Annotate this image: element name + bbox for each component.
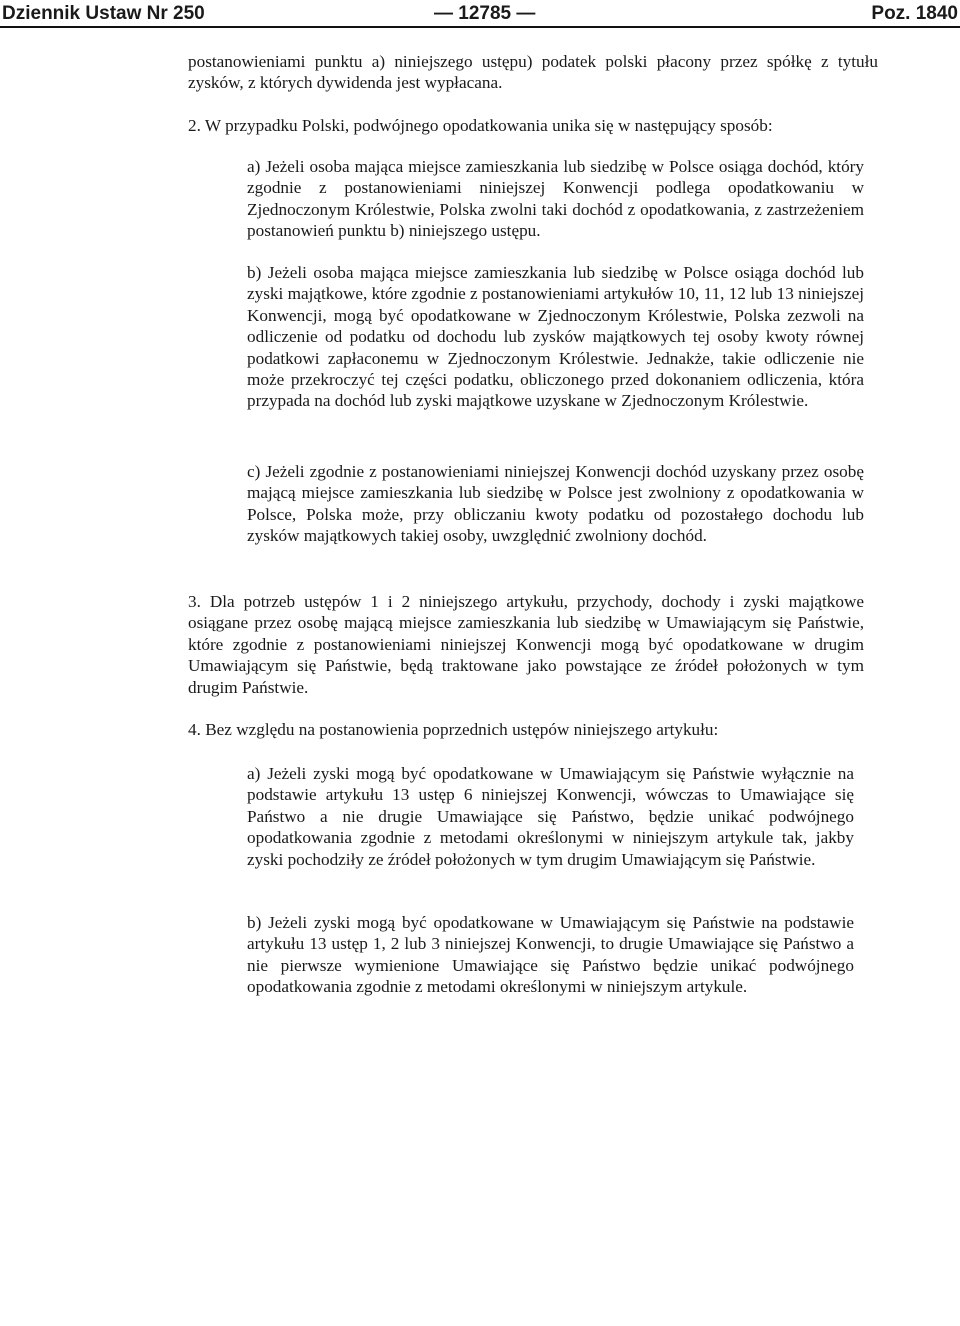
- paragraph-4a: a) Jeżeli zyski mogą być opodatkowane w Umawiającym się Państwie wyłącznie na podstawie artykułu 13 ustęp 6 niniejszej Konwencji, wówczas to Umawiające się Państwo a nie drugie Umawiające się Państwo, będzie unikać podwójnego opodatkowania zgodnie z metodami określonymi w niniejszym artykule tak, jakby zyski pochodziły ze źródeł położonych w tym drugim Umawiającym się Państwie.: [247, 764, 854, 869]
- position-number: Poz. 1840: [871, 3, 958, 24]
- paragraph-2: 2. W przypadku Polski, podwójnego opodatkowania unika się w następujący sposób:: [188, 116, 773, 135]
- page-number: — 12785 —: [434, 3, 536, 24]
- paragraph-4b: b) Jeżeli zyski mogą być opodatkowane w Umawiającym się Państwie na podstawie artykułu 13 ustęp 1, 2 lub 3 niniejszej Konwencji, to drugie Umawiające się Państwo a nie pierwsze wymienione Umawiające się Państwo będzie unikać podwójnego opodatkowania zgodnie z metodami określonymi w niniejszym artykule.: [247, 913, 854, 997]
- paragraph-3: 3. Dla potrzeb ustępów 1 i 2 niniejszego artykułu, przychody, dochody i zyski majątkowe osiągane przez osobę mającą miejsce zamieszkania lub siedzibę w Umawiającym się Państwie, które zgodnie z postanowieniami niniejszej Konwencji mogą być opodatkowane w drugim Umawiającym się Państwie, będą traktowane jako powstające ze źródeł położonych w tym drugim Państwie.: [188, 592, 864, 697]
- paragraph-4: 4. Bez względu na postanowienia poprzednich ustępów niniejszego artykułu:: [188, 720, 719, 739]
- paragraph-2b: b) Jeżeli osoba mająca miejsce zamieszkania lub siedzibę w Polsce osiąga dochód lub zyski majątkowe, które zgodnie z postanowieniami artykułów 10, 11, 12 lub 13 niniejszej Konwencji, mogą być opodatkowane w Zjednoczonym Królestwie, Polska zezwoli na odliczenie od podatku od dochodu lub zysków majątkowych tej osoby kwoty równej podatkowi zapłaconemu w Zjednoczonym Królestwie. Jednakże, takie odliczenie nie może przekroczyć tej części podatku, obliczonego przed dokonaniem odliczenia, która przypada na dochód lub zyski majątkowe uzyskane w Zjednoczonym Królestwie.: [247, 263, 864, 411]
- paragraph-2a: a) Jeżeli osoba mająca miejsce zamieszkania lub siedzibę w Polsce osiąga dochód, który zgodnie z postanowieniami niniejszej Konwencji podlega opodatkowaniu w Zjednoczonym Królestwie, Polska zwolni taki dochód z opodatkowania, z zastrzeżeniem postanowień punktu b) niniejszego ustępu.: [247, 157, 864, 241]
- paragraph-2c: c) Jeżeli zgodnie z postanowieniami niniejszej Konwencji dochód uzyskany przez osobę mającą miejsce zamieszkania lub siedzibę w Polsce jest zwolniony z opodatkowania w Polsce, Polska może, przy obliczaniu kwoty podatku od pozostałego dochodu lub zysków majątkowych takiej osoby, uwzględnić zwolniony dochód.: [247, 462, 864, 546]
- journal-title: Dziennik Ustaw Nr 250: [2, 3, 205, 24]
- paragraph-intro: postanowieniami punktu a) niniejszego ustępu) podatek polski płacony przez spółkę z tytułu zysków, z których dywidenda jest wypłacana.: [188, 52, 878, 93]
